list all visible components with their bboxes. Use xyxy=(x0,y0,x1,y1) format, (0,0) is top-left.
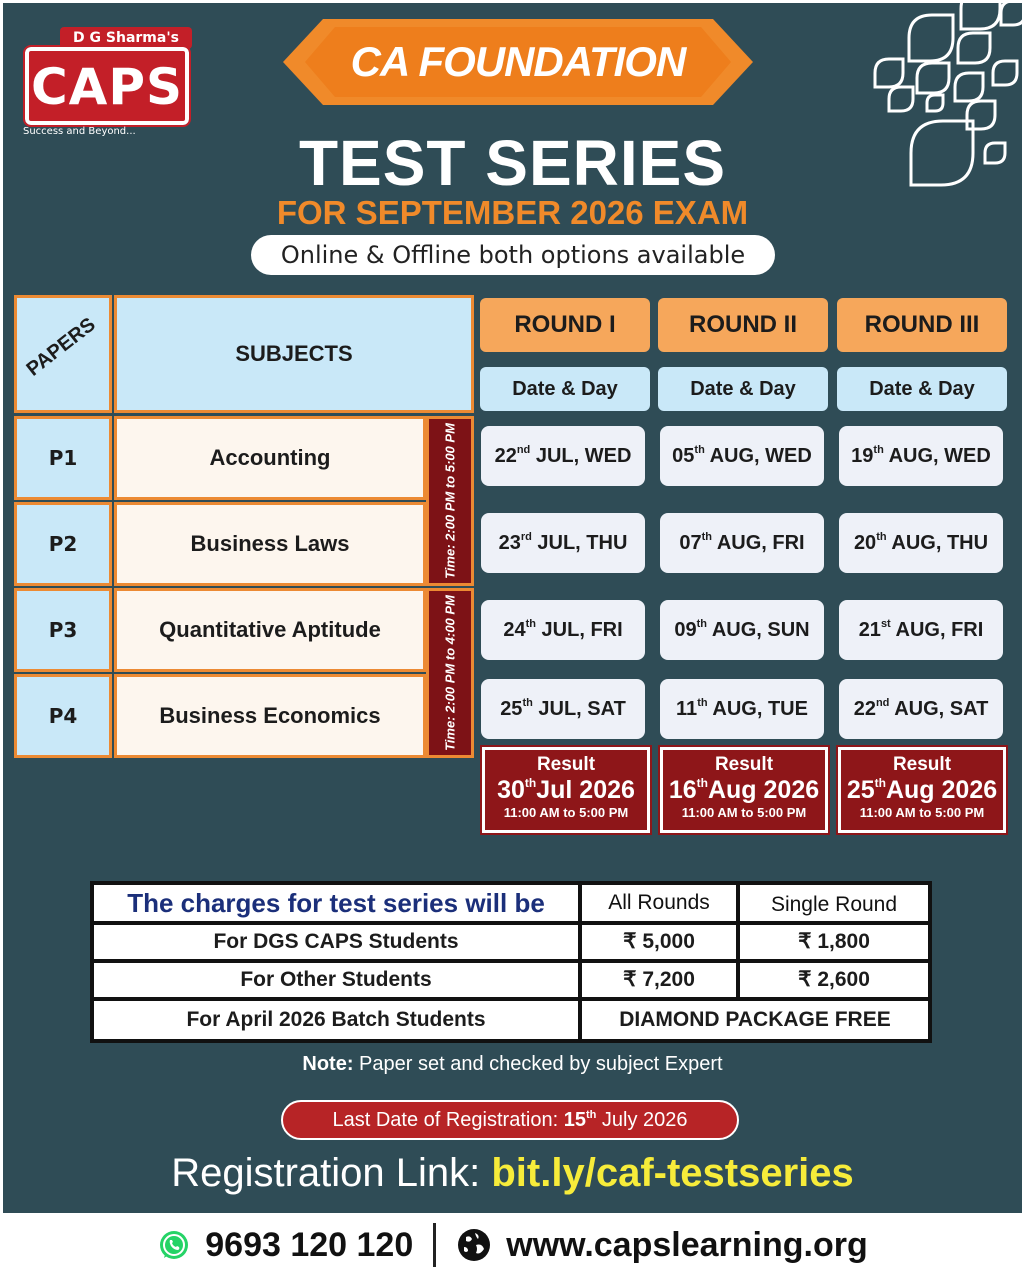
note-label: Note: xyxy=(302,1053,354,1075)
registration-link xyxy=(3,1151,1022,1196)
round-1-date-p4: 25th JUL, SAT xyxy=(481,679,645,739)
paper-subject-p1: Accounting xyxy=(114,416,426,500)
course-banner xyxy=(283,13,753,111)
footer xyxy=(3,1213,1022,1277)
round-1-date-p3: 24th JUL, FRI xyxy=(481,600,645,660)
round-3-result xyxy=(838,747,1006,833)
round-2-date-p2: 07th AUG, FRI xyxy=(660,513,824,573)
result-date: 25thAug 2026 xyxy=(846,776,998,804)
time-label-p3-p4: Time: 2:00 PM to 4:00 PM xyxy=(442,595,458,751)
paper-subject-p3: Quantitative Aptitude xyxy=(114,588,426,672)
result-label: Result xyxy=(892,754,952,775)
charges-row-label: For April 2026 Batch Students xyxy=(94,1001,578,1039)
result-date: 16thAug 2026 xyxy=(668,776,820,804)
round-2-date-p1: 05th AUG, WED xyxy=(660,426,824,486)
round-3-header: ROUND III xyxy=(837,298,1007,352)
round-1-date-p2: 23rd JUL, THU xyxy=(481,513,645,573)
charges-row-label: For DGS CAPS Students xyxy=(94,925,578,959)
charges-row-single: ₹ 2,600 xyxy=(740,963,928,997)
page-title: TEST SERIES xyxy=(298,127,727,199)
result-time: 11:00 AM to 5:00 PM xyxy=(503,805,629,820)
poster xyxy=(3,3,1022,1277)
time-label-p1-p2: Time: 2:00 PM to 5:00 PM xyxy=(442,423,458,579)
round-1-date-p1: 22nd JUL, WED xyxy=(481,426,645,486)
options-pill: Online & Offline both options available xyxy=(251,235,775,275)
logo-slogan: Success and Beyond... xyxy=(23,126,136,137)
charges-row-label: For Other Students xyxy=(94,963,578,997)
time-bar-p3-p4 xyxy=(426,588,474,758)
round-3-date-p3: 21st AUG, FRI xyxy=(839,600,1003,660)
whatsapp-icon xyxy=(157,1228,191,1262)
papers-header-label: PAPERS xyxy=(22,313,100,381)
round-2-dateday-header: Date & Day xyxy=(658,367,828,411)
round-2-date-p3: 09th AUG, SUN xyxy=(660,600,824,660)
result-time: 11:00 AM to 5:00 PM xyxy=(681,805,807,820)
charges-col-single-round: Single Round xyxy=(740,885,928,921)
registration-link-label: Registration Link: xyxy=(171,1151,492,1195)
charges-col-all-rounds: All Rounds xyxy=(582,885,736,921)
note-text: Paper set and checked by subject Expert xyxy=(353,1053,723,1075)
round-1-dateday-header: Date & Day xyxy=(480,367,650,411)
charges-row-all: ₹ 7,200 xyxy=(582,963,736,997)
round-1-header: ROUND I xyxy=(480,298,650,352)
result-date: 30thJul 2026 xyxy=(497,776,635,804)
round-3-date-p4: 22nd AUG, SAT xyxy=(839,679,1003,739)
charges-row-all: ₹ 5,000 xyxy=(582,925,736,959)
footer-divider xyxy=(433,1223,436,1267)
result-label: Result xyxy=(714,754,774,775)
round-2-result xyxy=(660,747,828,833)
round-3-dateday-header: Date & Day xyxy=(837,367,1007,411)
charges-title: The charges for test series will be xyxy=(94,885,578,921)
paper-subject-p2: Business Laws xyxy=(114,502,426,586)
charges-table xyxy=(90,881,932,1043)
exam-subtitle: FOR SEPTEMBER 2026 EXAM xyxy=(276,194,749,231)
caps-logo xyxy=(25,47,189,125)
registration-url[interactable]: bit.ly/caf-testseries xyxy=(491,1151,854,1195)
charges-row-combined: DIAMOND PACKAGE FREE xyxy=(582,1001,928,1039)
papers-header xyxy=(14,295,112,413)
result-label: Result xyxy=(536,754,596,775)
round-3-date-p2: 20th AUG, THU xyxy=(839,513,1003,573)
charges-row-single: ₹ 1,800 xyxy=(740,925,928,959)
website-url[interactable]: www.capslearning.org xyxy=(506,1225,868,1264)
round-2-header: ROUND II xyxy=(658,298,828,352)
paper-id-p2: P2 xyxy=(14,502,112,586)
registration-deadline: Last Date of Registration: 15th July 2026 xyxy=(281,1100,739,1140)
phone-number[interactable]: 9693 120 120 xyxy=(205,1225,414,1264)
paper-id-p1: P1 xyxy=(14,416,112,500)
paper-id-p3: P3 xyxy=(14,588,112,672)
globe-icon xyxy=(456,1227,492,1263)
result-time: 11:00 AM to 5:00 PM xyxy=(859,805,985,820)
paper-subject-p4: Business Economics xyxy=(114,674,426,758)
subjects-header: SUBJECTS xyxy=(114,295,474,413)
round-3-date-p1: 19th AUG, WED xyxy=(839,426,1003,486)
course-name: CA FOUNDATION xyxy=(350,38,686,85)
paper-id-p4: P4 xyxy=(14,674,112,758)
round-2-date-p4: 11th AUG, TUE xyxy=(660,679,824,739)
round-1-result xyxy=(482,747,650,833)
note xyxy=(3,1053,1022,1076)
logo-tagline-top: D G Sharma's xyxy=(60,27,192,49)
logo-text: CAPS xyxy=(30,58,184,116)
time-bar-p1-p2 xyxy=(426,416,474,586)
